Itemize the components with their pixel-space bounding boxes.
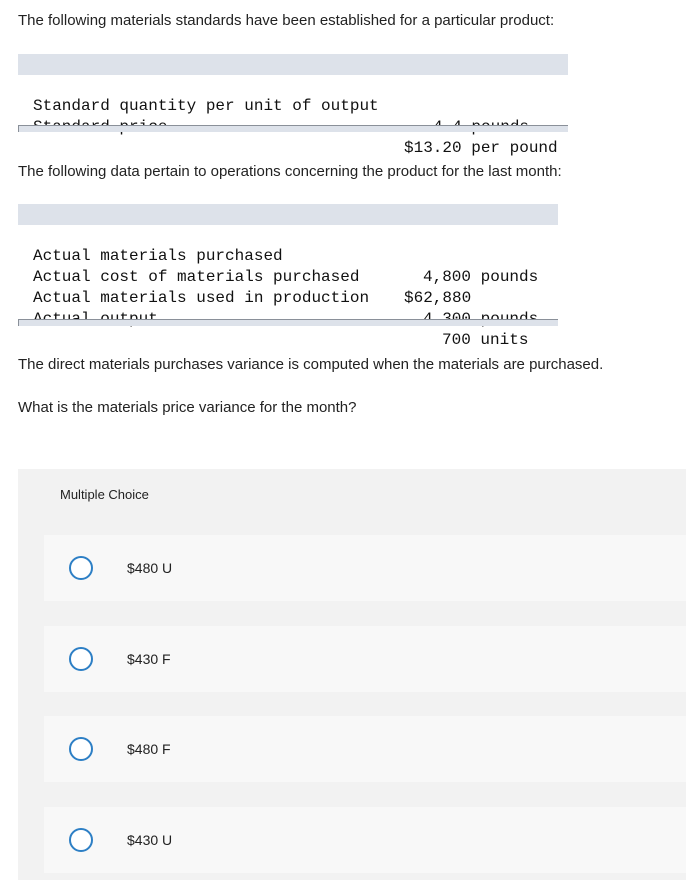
radio-button[interactable] (69, 737, 93, 761)
row-label: Actual materials used in production (33, 289, 370, 307)
row-label: Standard quantity per unit of output (33, 97, 379, 115)
table-header-bar (18, 204, 558, 225)
answer-option[interactable] (44, 626, 686, 692)
table-footer-bar (18, 319, 558, 326)
answer-option-text: $430 F (127, 651, 171, 667)
intro-text: The following materials standards have been established for a particular product: (18, 12, 555, 29)
note-text: The direct materials purchases variance is computed when the materials are purchased. (18, 356, 604, 373)
answer-option-text: $480 F (127, 741, 171, 757)
data-intro-text: The following data pertain to operations concerning the product for the last month: (18, 163, 562, 180)
answer-option[interactable] (44, 807, 686, 873)
row-value: 700 units (442, 331, 529, 349)
table-header-bar (18, 54, 568, 75)
radio-button[interactable] (69, 647, 93, 671)
multiple-choice-label: Multiple Choice (60, 487, 149, 502)
actuals-table (18, 204, 558, 349)
answer-option[interactable] (44, 535, 686, 601)
table-footer-bar (18, 125, 568, 132)
row-value: 4,800 pounds (423, 268, 539, 286)
standards-table (18, 54, 568, 157)
answer-option[interactable] (44, 716, 686, 782)
radio-button[interactable] (69, 828, 93, 852)
row-value: $13.20 per pound (404, 139, 558, 157)
table-row (33, 288, 558, 349)
question-text: What is the materials price variance for the month? (18, 399, 357, 416)
table-row (33, 96, 568, 157)
row-value: $62,880 (404, 289, 472, 307)
row-label: Actual materials purchased (33, 247, 283, 265)
answer-option-text: $430 U (127, 832, 173, 848)
radio-button[interactable] (69, 556, 93, 580)
answer-option-text: $480 U (127, 560, 173, 576)
multiple-choice-panel (18, 469, 686, 880)
row-label: Actual cost of materials purchased (33, 268, 360, 286)
table-row (33, 75, 568, 115)
